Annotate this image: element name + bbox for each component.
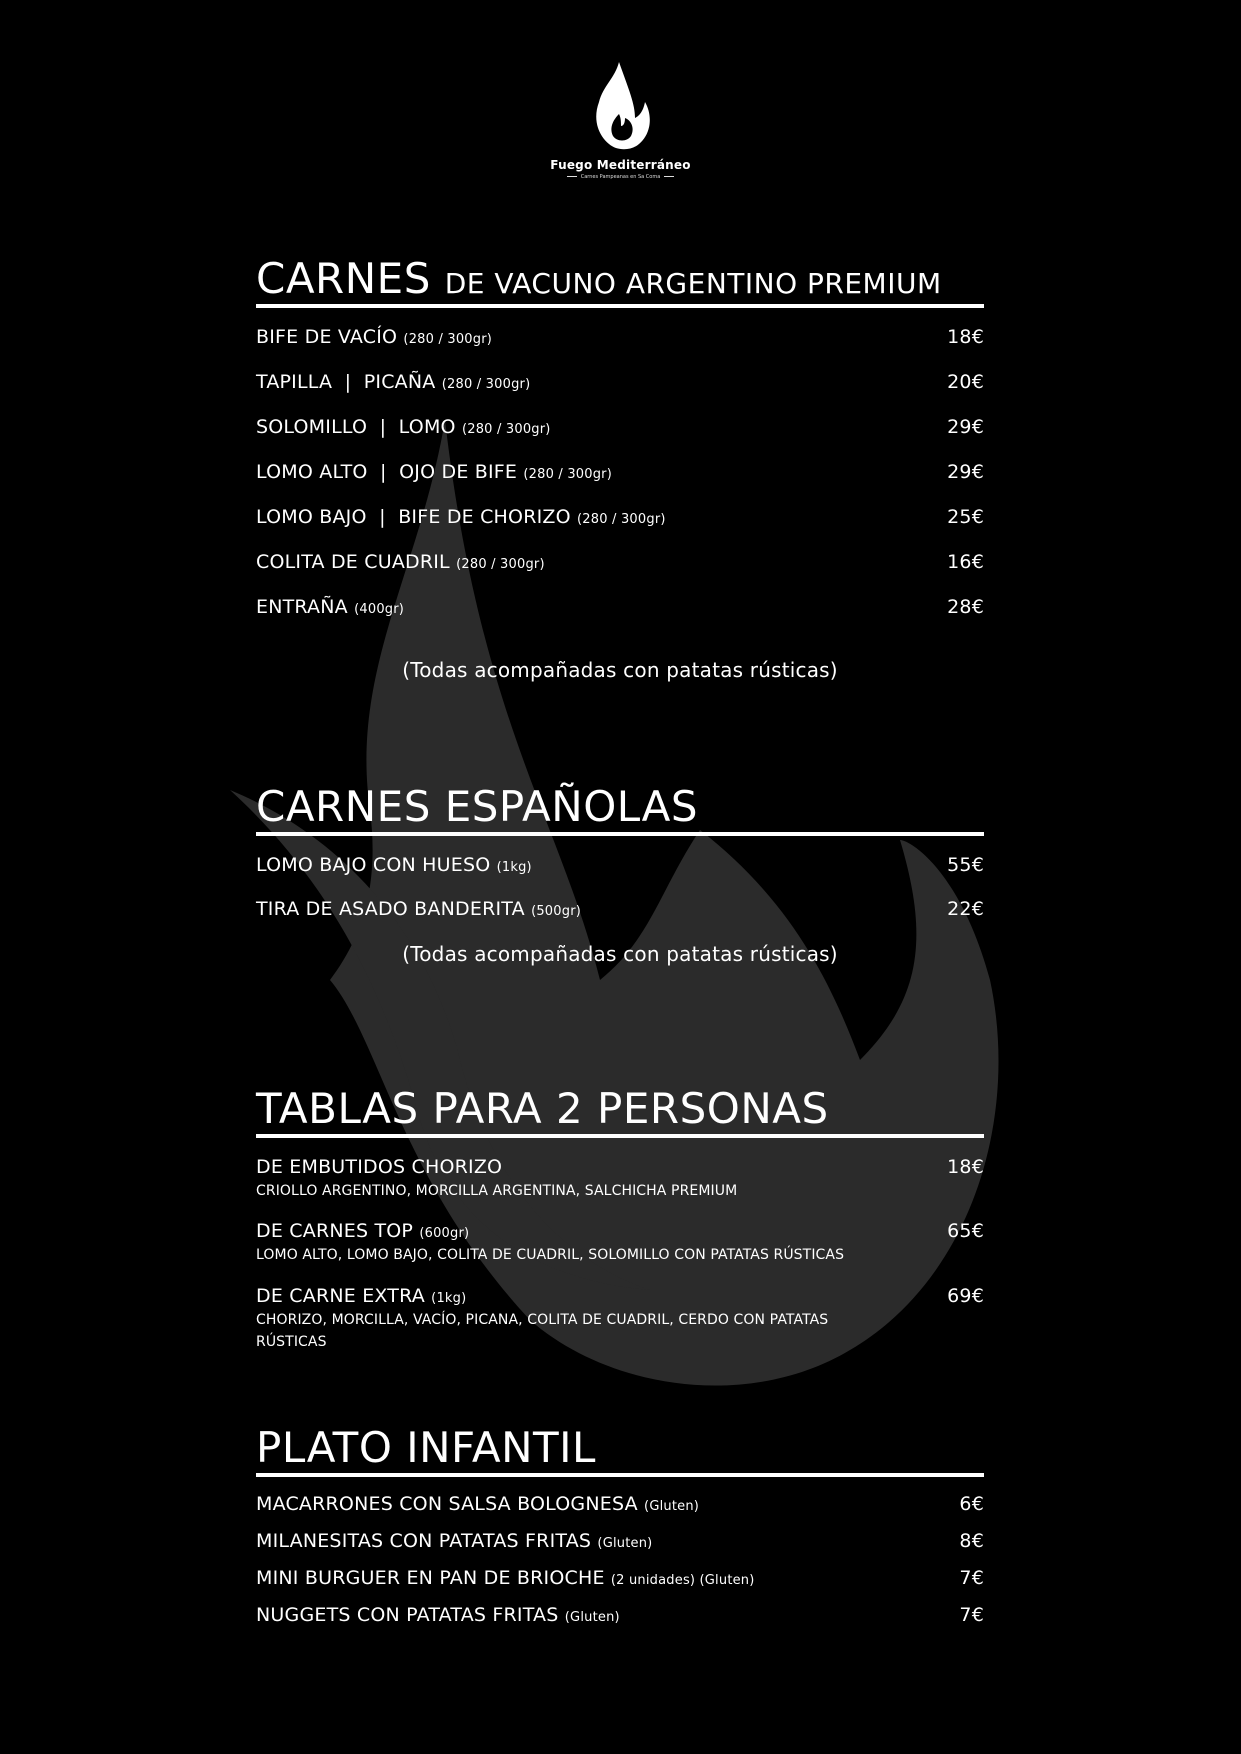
menu-item: DE CARNE EXTRA (1kg) 69€ CHORIZO, MORCILLA, VACÍO, PICANA, COLITA DE CUADRIL, CERDO CON PATATAS RÚSTICAS [256,1285,984,1354]
menu-item: ENTRAÑA (400gr) 28€ [256,596,984,618]
item-price: 7€ [959,1604,984,1626]
item-price: 18€ [947,326,984,348]
flame-logo-icon [589,60,653,152]
section-plato-infantil [256,1423,984,1626]
menu-item: LOMO BAJO | BIFE DE CHORIZO (280 / 300gr) 25€ [256,506,984,528]
item-description: LOMO ALTO, LOMO BAJO, COLITA DE CUADRIL, SOLOMILLO CON PATATAS RÚSTICAS [256,1247,845,1264]
menu-item: MACARRONES CON SALSA BOLOGNESA (Gluten) 6€ [256,1493,984,1515]
item-price: 8€ [959,1530,984,1552]
section-note: (Todas acompañadas con patatas rústicas) [402,658,838,682]
item-price: 7€ [959,1567,984,1589]
item-price: 18€ [947,1156,984,1178]
menu-item: TIRA DE ASADO BANDERITA (500gr) 22€ [256,898,984,920]
menu-item: BIFE DE VACÍO (280 / 300gr) 18€ [256,326,984,348]
item-description: CRIOLLO ARGENTINO, MORCILLA ARGENTINA, SALCHICHA PREMIUM [256,1183,738,1199]
section-carnes-espanolas [256,782,984,966]
item-price: 55€ [947,854,984,876]
brand-tagline: Carnes Pampeanas en Sa Coma [0,174,1241,180]
brand-logo [0,60,1241,180]
menu-item: DE CARNES TOP (600gr) 65€ LOMO ALTO, LOMO BAJO, COLITA DE CUADRIL, SOLOMILLO CON PATATAS RÚSTICAS [256,1220,984,1266]
section-note: (Todas acompañadas con patatas rústicas) [402,942,838,966]
menu-item: MINI BURGUER EN PAN DE BRIOCHE (2 unidades) (Gluten) 7€ [256,1567,984,1589]
item-price: 28€ [947,596,984,618]
section-title: PLATO INFANTIL [256,1427,984,1477]
item-price: 69€ [947,1284,984,1307]
section-title: TABLAS PARA 2 PERSONAS [256,1088,984,1138]
menu-item: DE EMBUTIDOS CHORIZO 18€ CRIOLLO ARGENTINO, MORCILLA ARGENTINA, SALCHICHA PREMIUM [256,1156,984,1202]
item-description: CHORIZO, MORCILLA, VACÍO, PICANA, COLITA DE CUADRIL, CERDO CON PATATAS RÚSTICAS [256,1311,829,1351]
item-price: 25€ [947,506,984,528]
section-title: CARNES ESPAÑOLAS [256,786,984,836]
item-price: 29€ [947,416,984,438]
item-price: 22€ [947,898,984,920]
section-carnes-vacuno [256,254,984,682]
menu-item: COLITA DE CUADRIL (280 / 300gr) 16€ [256,551,984,573]
section-tablas [256,1084,984,1354]
item-price: 29€ [947,461,984,483]
menu-item: NUGGETS CON PATATAS FRITAS (Gluten) 7€ [256,1604,984,1626]
menu-item: SOLOMILLO | LOMO (280 / 300gr) 29€ [256,416,984,438]
menu-item: TAPILLA | PICAÑA (280 / 300gr) 20€ [256,371,984,393]
menu-item: LOMO ALTO | OJO DE BIFE (280 / 300gr) 29€ [256,461,984,483]
section-title: CARNES DE VACUNO ARGENTINO PREMIUM [256,258,984,308]
menu-item: LOMO BAJO CON HUESO (1kg) 55€ [256,854,984,876]
item-price: 20€ [947,371,984,393]
menu-item: MILANESITAS CON PATATAS FRITAS (Gluten) 8€ [256,1530,984,1552]
item-price: 16€ [947,551,984,573]
item-price: 65€ [947,1220,984,1243]
brand-name: Fuego Mediterráneo [550,158,691,172]
item-price: 6€ [959,1493,984,1515]
